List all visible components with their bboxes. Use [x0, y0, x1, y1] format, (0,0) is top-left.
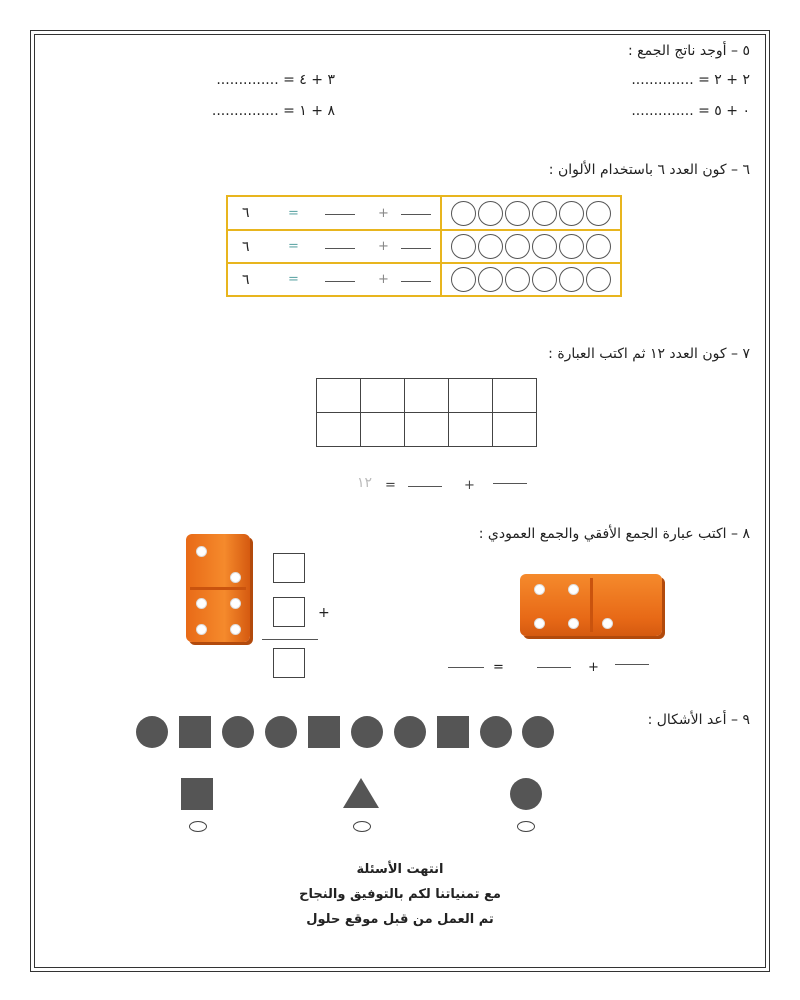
grid-cell[interactable] — [493, 379, 537, 413]
color-circle[interactable] — [559, 267, 584, 292]
grid-cell[interactable] — [361, 413, 405, 447]
q6-row — [228, 197, 620, 229]
q7-equals: = — [385, 478, 396, 493]
q6-plus: + — [378, 272, 389, 287]
q7-blank-line[interactable] — [408, 486, 442, 487]
q5-eq1-left: ٣ + ٤ = .............. — [216, 72, 335, 88]
q6-circles — [442, 231, 620, 262]
color-circle[interactable] — [505, 267, 530, 292]
circle-shape-icon — [265, 716, 297, 748]
square-shape-icon — [308, 716, 340, 748]
q6-blank-line[interactable] — [401, 214, 431, 215]
color-circle[interactable] — [478, 201, 503, 226]
q6-blank-line[interactable] — [401, 248, 431, 249]
color-circle[interactable] — [532, 267, 557, 292]
color-circle[interactable] — [586, 234, 611, 259]
circle-shape-icon — [351, 716, 383, 748]
color-circle[interactable] — [559, 234, 584, 259]
q6-equals: = — [288, 239, 299, 254]
q6-row — [228, 262, 620, 295]
q6-blank-line[interactable] — [325, 214, 355, 215]
q8-title: ٨ – اكتب عبارة الجمع الأفقي والجمع العمودي : — [478, 526, 750, 542]
q5-eq2-left: ٨ + ١ = ............... — [211, 103, 335, 119]
q5-eq1-right: ٢ + ٢ = .............. — [631, 72, 750, 88]
grid-cell[interactable] — [449, 413, 493, 447]
vertical-answer-box[interactable] — [273, 648, 305, 678]
circle-shape-icon — [522, 716, 554, 748]
square-shape-icon — [437, 716, 469, 748]
square-count-icon — [181, 778, 213, 810]
color-circle[interactable] — [478, 267, 503, 292]
color-circle[interactable] — [505, 201, 530, 226]
q6-circles — [442, 264, 620, 295]
q8-vertical-plus: + — [318, 605, 330, 621]
color-circle[interactable] — [451, 267, 476, 292]
circle-count-icon — [510, 778, 542, 810]
q6-total: ٦ — [242, 271, 250, 288]
grid-cell[interactable] — [493, 413, 537, 447]
triangle-count-icon — [343, 778, 379, 808]
color-circle[interactable] — [559, 201, 584, 226]
vertical-domino-icon — [186, 534, 250, 642]
circle-count-oval[interactable] — [517, 821, 535, 832]
horizontal-domino-icon — [520, 574, 662, 636]
color-circle[interactable] — [505, 234, 530, 259]
q6-plus: + — [378, 205, 389, 221]
color-circle[interactable] — [532, 201, 557, 226]
color-circle[interactable] — [478, 234, 503, 259]
q8-blank-line[interactable] — [537, 667, 571, 668]
grid-cell[interactable] — [405, 413, 449, 447]
q7-blank-line[interactable] — [493, 483, 527, 484]
vertical-answer-box[interactable] — [273, 597, 305, 627]
q6-row — [228, 229, 620, 262]
grid-cell[interactable] — [317, 379, 361, 413]
q6-title: ٦ – كون العدد ٦ باستخدام الألوان : — [548, 162, 750, 178]
footer-line-3: تم العمل من قبل موقع حلول — [306, 912, 494, 927]
circle-shape-icon — [480, 716, 512, 748]
q5-eq2-right: ٠ + ٥ = .............. — [631, 103, 750, 119]
color-circle[interactable] — [532, 234, 557, 259]
q9-title: ٩ – أعد الأشكال : — [647, 712, 750, 728]
q6-blank-line[interactable] — [325, 281, 355, 282]
q6-blank-line[interactable] — [401, 281, 431, 282]
vertical-answer-box[interactable] — [273, 553, 305, 583]
circle-shape-icon — [136, 716, 168, 748]
q6-plus: + — [378, 239, 389, 254]
color-circle[interactable] — [586, 267, 611, 292]
square-shape-icon — [179, 716, 211, 748]
q6-total: ٦ — [242, 205, 250, 221]
q8-equals: = — [493, 660, 504, 675]
color-circle[interactable] — [451, 201, 476, 226]
grid-cell[interactable] — [405, 379, 449, 413]
color-circle[interactable] — [586, 201, 611, 226]
grid-cell[interactable] — [317, 413, 361, 447]
footer-line-1: انتهت الأسئلة — [356, 862, 444, 877]
q6-circles — [442, 197, 620, 229]
q6-total: ٦ — [242, 238, 250, 255]
q5-title: ٥ – أوجد ناتج الجمع : — [628, 43, 750, 59]
q7-plus: + — [464, 478, 475, 493]
q8-blank-line[interactable] — [615, 664, 649, 665]
footer-line-2: مع تمنياتنا لكم بالتوفيق والنجاح — [299, 887, 501, 902]
q6-blank-line[interactable] — [325, 248, 355, 249]
vertical-sum-line — [262, 639, 318, 640]
grid-cell[interactable] — [361, 379, 405, 413]
square-count-oval[interactable] — [189, 821, 207, 832]
q7-title: ٧ – كون العدد ١٢ ثم اكتب العبارة : — [548, 346, 750, 362]
q8-blank-line[interactable] — [448, 667, 484, 668]
q6-equals: = — [288, 272, 299, 287]
q6-table — [226, 195, 622, 297]
color-circle[interactable] — [451, 234, 476, 259]
q7-ten-frame-grid — [316, 378, 537, 447]
grid-cell[interactable] — [449, 379, 493, 413]
triangle-count-oval[interactable] — [353, 821, 371, 832]
circle-shape-icon — [394, 716, 426, 748]
q7-number: ١٢ — [357, 475, 373, 491]
q8-horizontal-plus: + — [588, 660, 599, 675]
circle-shape-icon — [222, 716, 254, 748]
q6-equals: = — [288, 205, 299, 221]
